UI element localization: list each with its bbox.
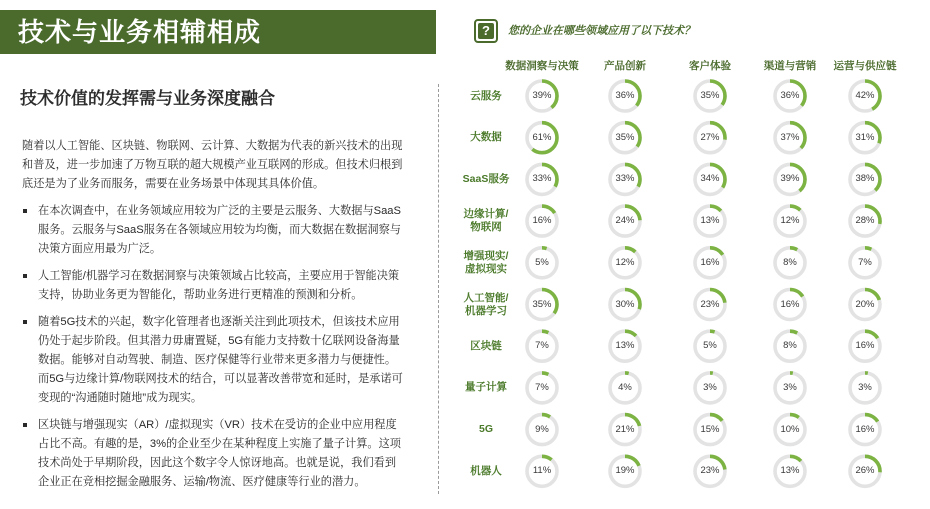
- row-label: 人工智能/ 机器学习: [463, 291, 509, 317]
- column-header: 产品创新: [604, 60, 646, 72]
- ring-value-label: 13%: [780, 465, 800, 477]
- ring-value-label: 35%: [532, 298, 552, 310]
- ring-value-label: 11%: [532, 465, 552, 477]
- ring-value-label: 16%: [855, 340, 875, 352]
- bullet-text: 在本次调查中，在业务领域应用较为广泛的主要是云服务、大数据与SaaS服务。云服务与SaaS服务在各领域应用较为均衡，而大数据在数据洞察与决策方面应用最为广泛。: [38, 205, 401, 255]
- bullet-text: 随着5G技术的兴起，数字化管理者也逐渐关注到此项技术，但该技术应用仍处于起步阶段。但其潜力毋庸置疑，5G有能力支持数十亿联网设备海量数据。能够对自动驾驶、制造、医疗保健等行业带来更多潜力与便捷性。而5G与边缘计算/物联网技术的结合，可以显著改善带宽和延时，是承诺可变现的“沟通随时随地”成为现实。: [38, 316, 403, 404]
- ring-value-label: 8%: [783, 256, 797, 268]
- column-header: 客户体验: [689, 60, 731, 72]
- ring-value-label: 26%: [855, 465, 875, 477]
- ring-value-label: 33%: [532, 173, 552, 185]
- survey-question: 您的企业在哪些领域应用了以下技术？: [508, 25, 695, 37]
- ring-value-label: 33%: [615, 173, 635, 185]
- ring-value-label: 3%: [703, 381, 717, 393]
- ring-value-label: 38%: [855, 173, 875, 185]
- ring-value-label: 39%: [532, 90, 552, 101]
- ring-value-label: 5%: [703, 340, 717, 352]
- ring-value-label: 31%: [855, 131, 875, 143]
- ring-value-label: 16%: [700, 256, 720, 268]
- row-label: 量子计算: [465, 381, 507, 394]
- row-label: 大数据: [470, 131, 502, 144]
- ring-value-label: 12%: [780, 215, 800, 227]
- ring-value-label: 3%: [858, 381, 872, 393]
- page-title: 技术与业务相辅相成: [18, 17, 262, 47]
- ring-value-label: 7%: [535, 340, 549, 352]
- ring-value-label: 13%: [615, 340, 635, 352]
- ring-value-label: 30%: [615, 298, 635, 310]
- ring-value-label: 4%: [618, 381, 632, 393]
- ring-value-label: 23%: [700, 465, 720, 477]
- ring-value-label: 27%: [700, 131, 720, 143]
- row-label: 边缘计算/ 物联网: [463, 208, 509, 234]
- ring-value-label: 42%: [855, 90, 875, 101]
- ring-value-label: 16%: [532, 215, 552, 227]
- ring-value-label: 7%: [535, 381, 549, 393]
- ring-value-label: 61%: [532, 131, 552, 143]
- ring-value-label: 23%: [700, 298, 720, 310]
- ring-value-label: 7%: [858, 256, 872, 268]
- section-subtitle: 技术价值的发挥需与业务深度融合: [20, 89, 275, 108]
- ring-value-label: 36%: [615, 90, 635, 101]
- intro-paragraph: 随着以人工智能、区块链、物联网、云计算、大数据为代表的新兴技术的出现和普及，进一步加速了万物互联的超大规模产业互联网的形成。但技术归根到底还是为了业务而服务，需要在业务场景中体现其具体价值。: [22, 140, 403, 190]
- ring-value-label: 9%: [535, 423, 549, 435]
- row-label: 机器人: [470, 464, 502, 477]
- ring-value-label: 35%: [700, 90, 720, 101]
- ring-value-label: 28%: [855, 215, 875, 227]
- ring-value-label: 35%: [615, 131, 635, 143]
- row-label: 5G: [478, 423, 493, 436]
- row-label: 区块链: [470, 339, 502, 352]
- ring-value-label: 21%: [615, 423, 635, 435]
- row-label: 云服务: [470, 89, 502, 102]
- column-header: 渠道与营销: [763, 60, 817, 72]
- ring-value-label: 13%: [700, 215, 720, 227]
- bullet-text: 人工智能/机器学习在数据洞察与决策领域占比较高，主要应用于智能决策支持，协助业务更为智能化，帮助业务进行更精准的预测和分析。: [38, 270, 400, 301]
- ring-value-label: 24%: [615, 215, 635, 227]
- ring-value-label: 15%: [700, 423, 720, 435]
- question-mark-glyph: ?: [478, 23, 494, 39]
- ring-value-label: 12%: [615, 256, 635, 268]
- ring-value-label: 34%: [700, 173, 720, 185]
- row-label: SaaS服务: [462, 172, 510, 185]
- ring-value-label: 10%: [780, 423, 800, 435]
- ring-value-label: 5%: [535, 256, 549, 268]
- ring-value-label: 36%: [780, 90, 800, 101]
- ring-value-label: 16%: [780, 298, 800, 310]
- ring-value-label: 8%: [783, 340, 797, 352]
- column-header: 运营与供应链: [833, 60, 897, 72]
- ring-value-label: 37%: [780, 131, 800, 143]
- ring-value-label: 16%: [855, 423, 875, 435]
- row-label: 增强现实/ 虚拟现实: [463, 249, 509, 275]
- ring-value-label: 39%: [780, 173, 800, 185]
- ring-value-label: 20%: [855, 298, 875, 310]
- ring-value-label: 3%: [783, 381, 797, 393]
- column-header: 数据洞察与决策: [505, 60, 579, 72]
- bullet-text: 区块链与增强现实（AR）/虚拟现实（VR）技术在受访的企业中应用程度占比不高。有趣的是，3%的企业至少在某种程度上实施了量子计算。这项技术尚处于早期阶段，因此这个数字令人惊讶地高。也就是说，我们看到企业正在竞相挖掘金融服务、运输/物流、医疗健康等行业的潜力。: [38, 419, 401, 488]
- ring-value-label: 19%: [615, 465, 635, 477]
